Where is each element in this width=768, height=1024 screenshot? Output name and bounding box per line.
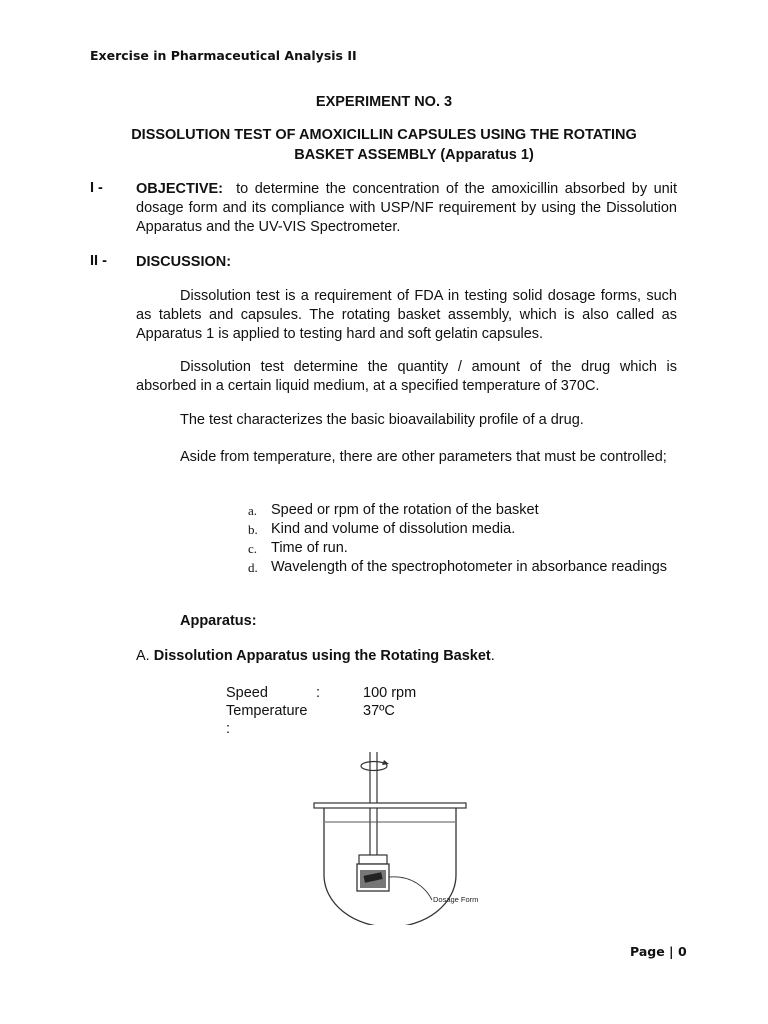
list-item — [248, 558, 677, 577]
list-marker: a. — [248, 503, 258, 518]
objective-paragraph — [136, 180, 677, 237]
list-item-text: Kind and volume of dissolution media. — [271, 521, 516, 537]
apparatus-heading: Apparatus: — [180, 613, 257, 629]
running-header: Exercise in Pharmaceutical Analysis II — [90, 48, 357, 63]
objective-number: I - — [90, 180, 103, 196]
rotating-basket-diagram — [300, 750, 480, 925]
discussion-paragraph-4: Aside from temperature, there are other parameters that must be controlled; — [180, 449, 667, 465]
vessel-outline — [324, 808, 456, 925]
parameter-colon: : — [316, 685, 321, 701]
parameter-key: Speed — [226, 685, 268, 701]
document-title-line1: DISSOLUTION TEST OF AMOXICILLIN CAPSULES USING THE ROTATING — [131, 127, 637, 143]
rotation-arrowhead — [382, 760, 389, 765]
discussion-paragraph-3: The test characterizes the basic bioavailability profile of a drug. — [180, 412, 584, 428]
discussion-paragraph-1: Dissolution test is a requirement of FDA in testing solid dosage forms, such as tablets and capsules. The rotating basket assembly, which is also called as Apparatus 1 is applied to testing hard and soft gelatin capsules. — [136, 288, 677, 342]
list-item — [248, 520, 677, 539]
list-item — [248, 501, 677, 520]
apparatus-item-a-suffix: . — [490, 648, 495, 664]
list-item-text: Wavelength of the spectrophotometer in absorbance readings — [271, 559, 668, 575]
apparatus-item-a-label: Dissolution Apparatus using the Rotating Basket — [153, 648, 491, 664]
discussion-label: DISCUSSION: — [136, 254, 232, 270]
dosage-form-label: Dosage Form — [433, 895, 479, 904]
parameters-list — [248, 501, 677, 577]
discussion-number: II - — [90, 253, 107, 269]
discussion-paragraph-2: Dissolution test determine the quantity / amount of the drug which is absorbed in a certain liquid medium, at a specified temperature of 370C. — [136, 359, 677, 394]
list-marker: d. — [248, 560, 258, 575]
apparatus-item-a — [136, 647, 696, 666]
list-marker: b. — [248, 522, 258, 537]
list-marker: c. — [248, 541, 258, 556]
pointer-line — [389, 877, 432, 900]
list-item — [248, 539, 677, 558]
list-item-text: Speed or rpm of the rotation of the basket — [271, 502, 539, 518]
parameter-value: 100 rpm — [363, 685, 417, 701]
vessel-lid — [314, 803, 466, 808]
objective-label: OBJECTIVE: — [136, 181, 224, 197]
list-item-text: Time of run. — [271, 540, 348, 556]
objective-text: to determine the concentration of the amoxicillin absorbed by unit dosage form and its compliance with USP/NF requirement by using the Dissolution Apparatus and the UV-VIS Spectrometer. — [136, 181, 677, 235]
basket-top — [359, 855, 387, 864]
document-title-line2: BASKET ASSEMBLY (Apparatus 1) — [294, 147, 534, 163]
parameter-key: Temperature : — [226, 703, 308, 737]
parameter-value: 37ºC — [363, 703, 395, 719]
page-number: Page | 0 — [630, 944, 687, 959]
experiment-title: EXPERIMENT NO. 3 — [315, 94, 453, 110]
apparatus-item-a-prefix: A. — [136, 648, 150, 664]
